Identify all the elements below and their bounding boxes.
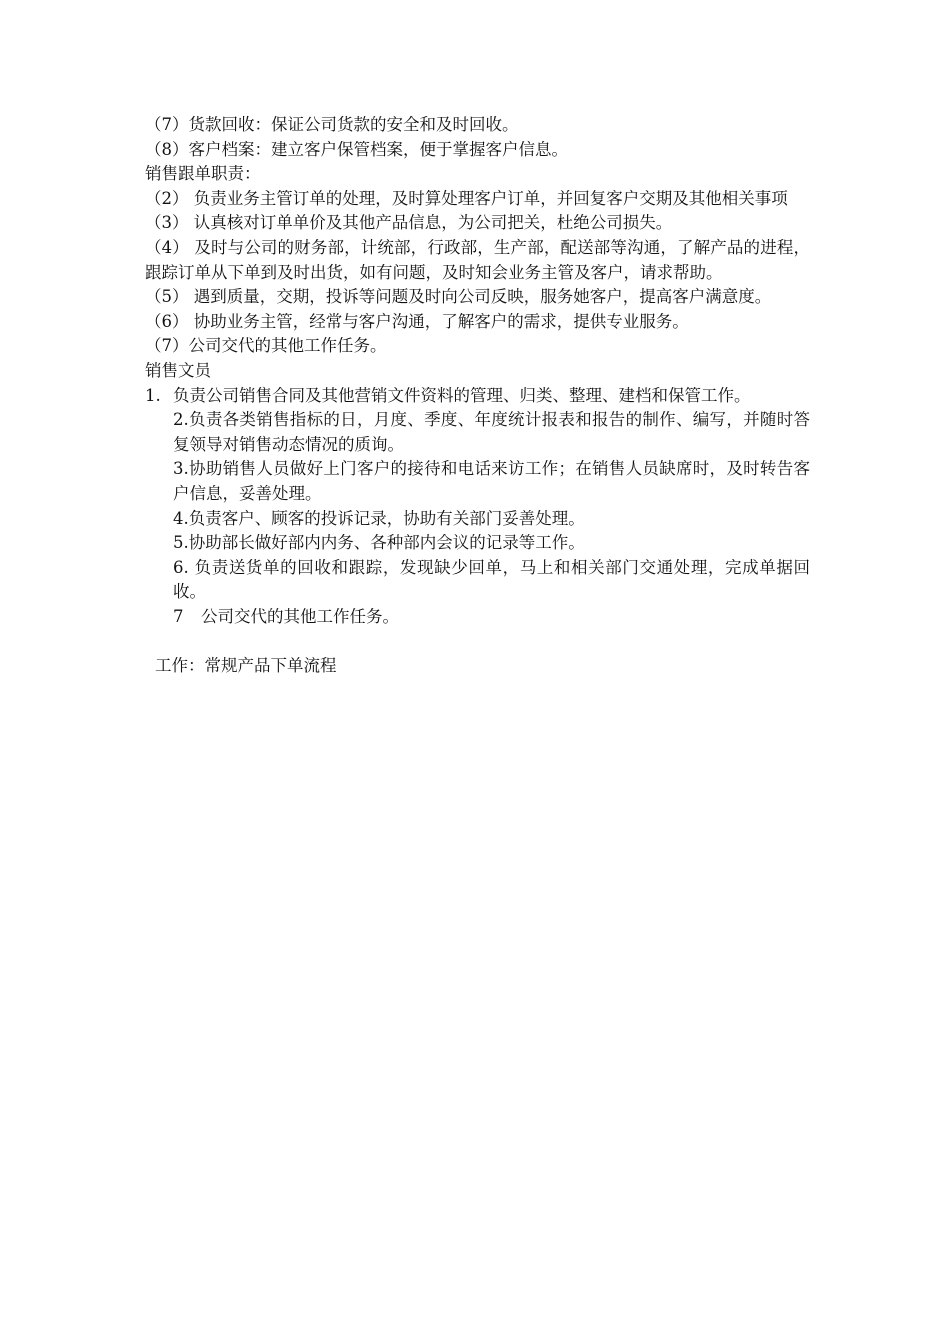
followup-item-4: （4） 及时与公司的财务部，计统部，行政部，生产部，配送部等沟通，了解产品的进程，跟踪订单从下单到及时出货，如有问题，及时知会业务主管及客户，请求帮助。 [145, 237, 810, 282]
clerk-item-7 [173, 605, 810, 630]
clerk-item-1 [145, 384, 810, 409]
clerk-item-5: 5.协助部长做好部内内务、各种部内会议的记录等工作。 [173, 533, 585, 553]
clerk-item-6: 6. 负责送货单的回收和跟踪，发现缺少回单，马上和相关部门交通处理，完成单据回收。 [173, 557, 810, 602]
followup-item-2: （2） 负责业务主管订单的处理，及时算处理客户订单，并回复客户交期及其他相关事项 [145, 188, 788, 208]
followup-item-3: （3） 认真核对订单单价及其他产品信息，为公司把关，杜绝公司损失。 [145, 213, 673, 233]
document-body [145, 113, 810, 679]
heading-sales-followup: 销售跟单职责： [145, 164, 261, 184]
clerk-item-7-number: 7 [173, 606, 184, 626]
clerk-item-3: 3.协助销售人员做好上门客户的接待和电话来访工作；在销售人员缺席时，及时转告客户信息，妥善处理。 [173, 459, 810, 503]
clerk-item-7-text: 公司交代的其他工作任务。 [201, 606, 399, 626]
clerk-item-1-text: 负责公司销售合同及其他营销文件资料的管理、归类、整理、建档和保管工作。 [173, 385, 751, 405]
item-payment-collection: （7）货款回收：保证公司货款的安全和及时回收。 [145, 115, 519, 134]
work-process-title: 工作：常规产品下单流程 [155, 656, 337, 676]
followup-item-7: （7）公司交代的其他工作任务。 [145, 336, 387, 356]
followup-item-6: （6） 协助业务主管，经常与客户沟通，了解客户的需求，提供专业服务。 [145, 311, 689, 331]
clerk-item-2: 2.负责各类销售指标的日，月度、季度、年度统计报表和报告的制作、编写，并随时答复领导对销售动态情况的质询。 [173, 410, 810, 454]
clerk-item-4: 4.负责客户、顾客的投诉记录，协助有关部门妥善处理。 [173, 508, 585, 528]
clerk-item-1-marker: 1. [145, 385, 161, 405]
followup-item-5: （5） 遇到质量，交期，投诉等问题及时向公司反映，服务她客户，提高客户满意度。 [145, 287, 772, 307]
item-customer-archive: （8）客户档案：建立客户保管档案，便于掌握客户信息。 [145, 139, 568, 159]
blank-line [145, 629, 810, 654]
heading-sales-clerk: 销售文员 [145, 360, 211, 380]
